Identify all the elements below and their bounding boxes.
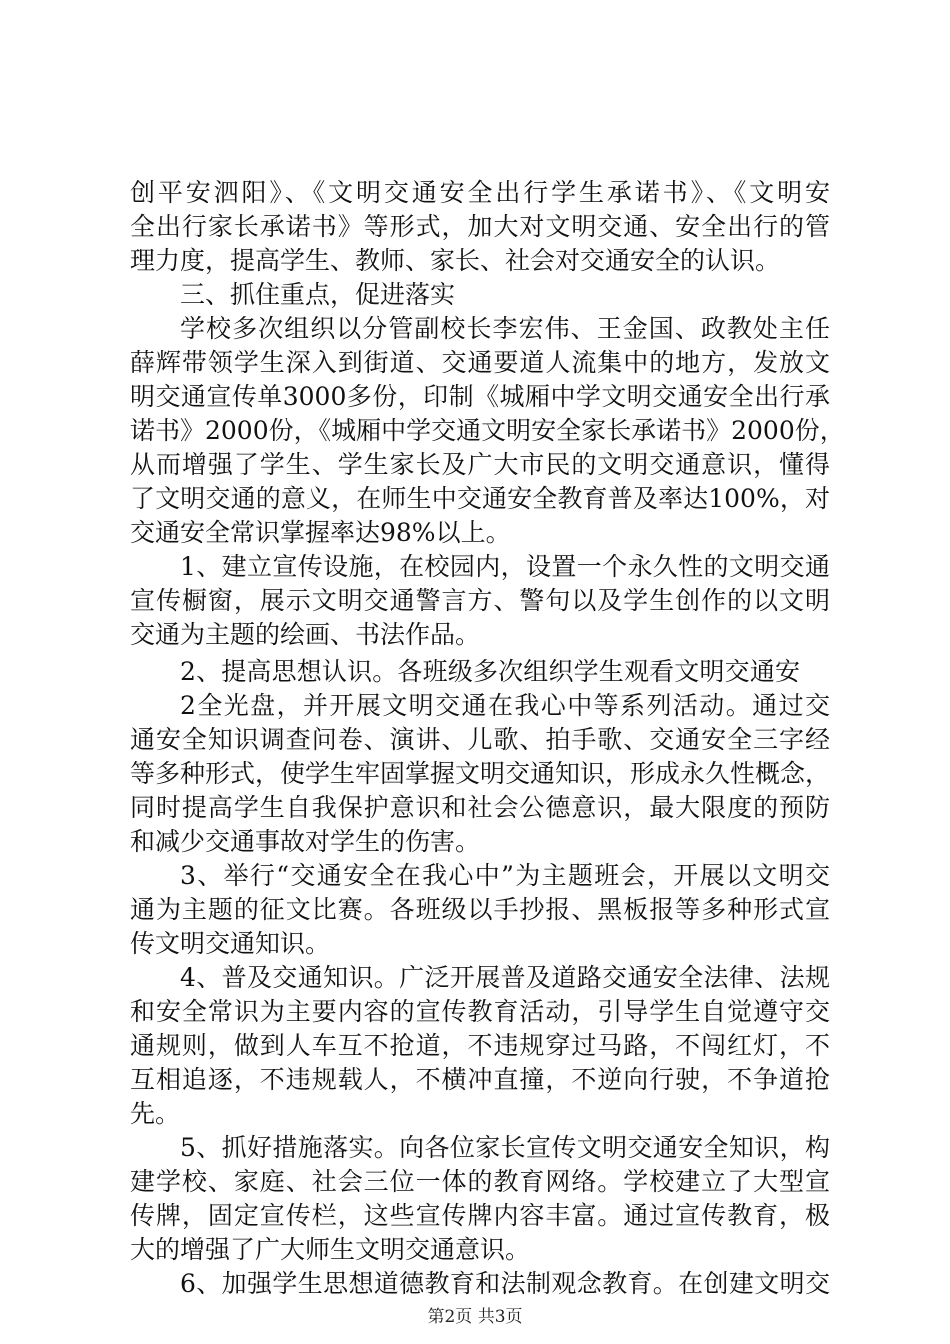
text-line: 了文明交通的意义，在师生中交通安全教育普及率达100%，对	[130, 484, 830, 513]
text-line: 和安全常识为主要内容的宣传教育活动，引导学生自觉遵守交	[130, 997, 830, 1026]
text-line: 5、抓好措施落实。向各位家长宣传文明交通安全知识，构	[180, 1133, 830, 1162]
text-line: 3、举行“交通安全在我心中”为主题班会，开展以文明交	[180, 861, 830, 890]
text-line: 通安全知识调查问卷、演讲、儿歌、拍手歌、交通安全三字经	[130, 725, 830, 754]
page-footer: 第2页 共3页	[427, 1307, 523, 1327]
text-line: 同时提高学生自我保护意识和社会公德意识，最大限度的预防	[130, 793, 830, 822]
text-line: 等多种形式，使学生牢固掌握文明交通知识，形成永久性概念，	[130, 759, 831, 788]
text-line: 通规则，做到人车互不抢道，不违规穿过马路，不闯红灯，不	[130, 1031, 830, 1060]
text-line: 从而增强了学生、学生家长及广大市民的文明交通意识，懂得	[130, 450, 830, 479]
text-line: 明交通宣传单3000多份，印制《城厢中学文明交通安全出行承	[130, 382, 830, 411]
text-line: 学校多次组织以分管副校长李宏伟、王金国、政教处主任	[180, 314, 830, 343]
text-line: 宣传橱窗，展示文明交通警言方、警句以及学生创作的以文明	[130, 586, 830, 615]
text-line: 传文明交通知识。	[130, 929, 331, 958]
text-line: 薛辉带领学生深入到街道、交通要道人流集中的地方，发放文	[130, 348, 830, 377]
text-line: 全出行家长承诺书》等形式，加大对文明交通、安全出行的管	[130, 212, 830, 241]
text-line: 大的增强了广大师生文明交通意识。	[130, 1235, 531, 1264]
text-line: 先。	[130, 1099, 181, 1128]
text-line: 互相追逐，不违规载人，不横冲直撞，不逆向行驶，不争道抢	[130, 1065, 830, 1094]
section-heading: 三、抓住重点，促进落实	[180, 280, 456, 309]
text-line: 2、提高思想认识。各班级多次组织学生观看文明交通安	[180, 657, 800, 686]
text-line: 交通安全常识掌握率达98%以上。	[130, 518, 511, 547]
text-line: 6、加强学生思想道德教育和法制观念教育。在创建文明交	[180, 1269, 830, 1298]
text-line: 创平安泗阳》、《文明交通安全出行学生承诺书》、《文明安	[130, 178, 830, 207]
text-line: 理力度，提高学生、教师、家长、社会对交通安全的认识。	[130, 246, 781, 275]
text-line: 传牌，固定宣传栏，这些宣传牌内容丰富。通过宣传教育，极	[130, 1201, 830, 1230]
text-line: 1、建立宣传设施，在校园内，设置一个永久性的文明交通	[180, 552, 830, 581]
text-line: 2全光盘，并开展文明交通在我心中等系列活动。通过交	[180, 691, 830, 720]
text-line: 4、普及交通知识。广泛开展普及道路交通安全法律、法规	[180, 963, 830, 992]
text-line: 交通为主题的绘画、书法作品。	[130, 620, 481, 649]
text-line: 建学校、家庭、社会三位一体的教育网络。学校建立了大型宣	[130, 1167, 830, 1196]
text-line: 诺书》2000份，《城厢中学交通文明安全家长承诺书》2000份，	[130, 416, 845, 445]
text-line: 通为主题的征文比赛。各班级以手抄报、黑板报等多种形式宣	[130, 895, 830, 924]
text-line: 和减少交通事故对学生的伤害。	[130, 827, 481, 856]
